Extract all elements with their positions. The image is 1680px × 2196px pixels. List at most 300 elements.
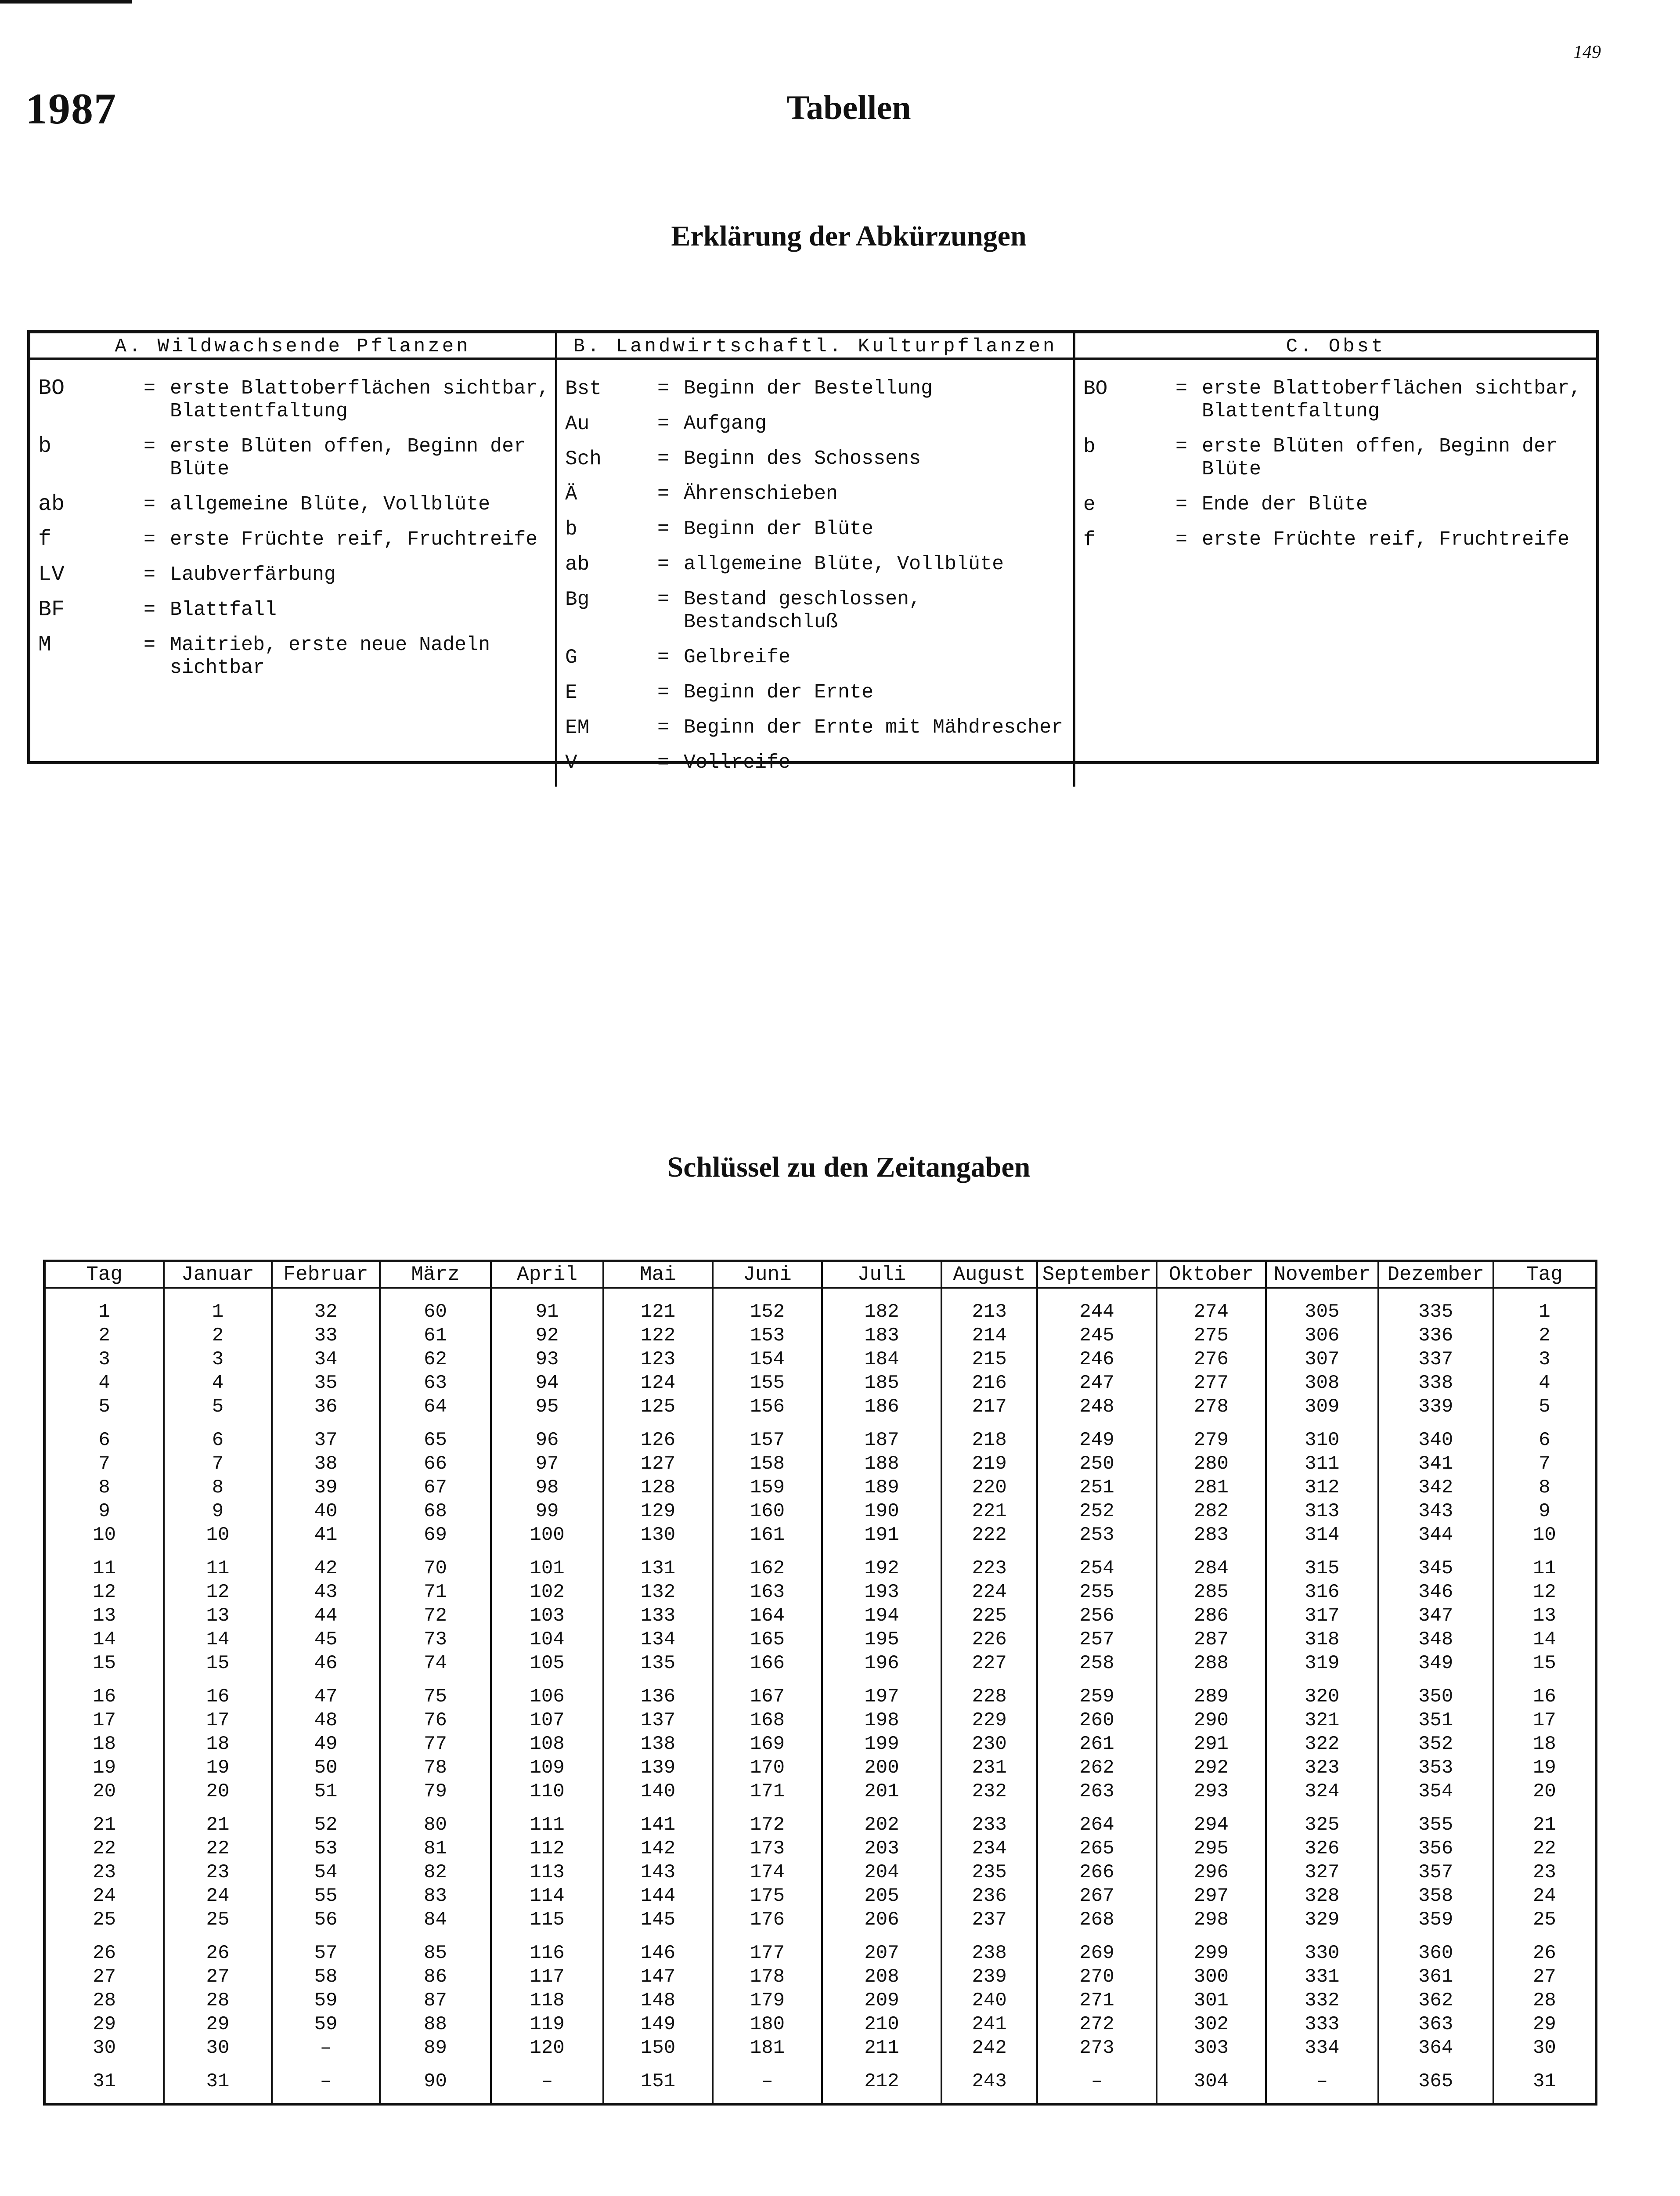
table-cell: 257 bbox=[1037, 1628, 1156, 1651]
column-header: September bbox=[1037, 1261, 1156, 1288]
table-cell: 272 bbox=[1037, 2012, 1156, 2036]
legend-entry bbox=[30, 377, 555, 423]
table-cell: 111 bbox=[491, 1803, 604, 1837]
table-row bbox=[44, 1803, 1596, 1837]
table-cell: 212 bbox=[822, 2060, 941, 2104]
table-row bbox=[44, 1395, 1596, 1419]
table-cell: 152 bbox=[713, 1288, 822, 1324]
table-cell: – bbox=[272, 2060, 380, 2104]
table-cell: 105 bbox=[491, 1651, 604, 1675]
table-cell: 64 bbox=[380, 1395, 490, 1419]
table-cell: 365 bbox=[1378, 2060, 1493, 2104]
legend-header-b: B. Landwirtschaftl. Kulturpflanzen bbox=[557, 333, 1075, 360]
table-cell: – bbox=[491, 2060, 604, 2104]
table-cell: 281 bbox=[1157, 1476, 1266, 1499]
table-cell: 130 bbox=[603, 1523, 712, 1547]
table-cell: 45 bbox=[272, 1628, 380, 1651]
table-cell: 23 bbox=[1493, 1860, 1596, 1884]
table-row bbox=[44, 1476, 1596, 1499]
table-cell: 208 bbox=[822, 1965, 941, 1989]
legend-header-c: C. Obst bbox=[1075, 333, 1596, 360]
table-cell: 43 bbox=[272, 1580, 380, 1604]
column-header: November bbox=[1266, 1261, 1378, 1288]
legend-description: allgemeine Blüte, Vollblüte bbox=[170, 493, 490, 516]
table-cell: 286 bbox=[1157, 1604, 1266, 1628]
table-cell: 308 bbox=[1266, 1371, 1378, 1395]
table-cell: – bbox=[1266, 2060, 1378, 2104]
table-cell: 126 bbox=[603, 1419, 712, 1452]
table-cell: 41 bbox=[272, 1523, 380, 1547]
table-cell: 259 bbox=[1037, 1675, 1156, 1708]
legend-abbreviation: BO bbox=[38, 376, 65, 401]
table-cell: 120 bbox=[491, 2036, 604, 2060]
table-cell: 170 bbox=[713, 1756, 822, 1780]
table-row bbox=[44, 1419, 1596, 1452]
table-cell: 150 bbox=[603, 2036, 712, 2060]
table-cell: 90 bbox=[380, 2060, 490, 2104]
table-cell: 28 bbox=[1493, 1989, 1596, 2012]
table-cell: 341 bbox=[1378, 1452, 1493, 1476]
table-cell: 318 bbox=[1266, 1628, 1378, 1651]
table-cell: 320 bbox=[1266, 1675, 1378, 1708]
table-cell: 348 bbox=[1378, 1628, 1493, 1651]
table-cell: 282 bbox=[1157, 1499, 1266, 1523]
table-cell: 193 bbox=[822, 1580, 941, 1604]
legend-description: Beginn des Schossens bbox=[684, 448, 921, 470]
table-cell: 19 bbox=[164, 1756, 271, 1780]
legend-description: Beginn der Bestellung bbox=[684, 377, 933, 400]
table-cell: 197 bbox=[822, 1675, 941, 1708]
table-row bbox=[44, 1965, 1596, 1989]
table-cell: 183 bbox=[822, 1324, 941, 1347]
table-cell: 114 bbox=[491, 1884, 604, 1908]
table-cell: 59 bbox=[272, 1989, 380, 2012]
table-cell: 174 bbox=[713, 1860, 822, 1884]
table-cell: 215 bbox=[941, 1347, 1038, 1371]
table-cell: 350 bbox=[1378, 1675, 1493, 1708]
table-cell: 361 bbox=[1378, 1965, 1493, 1989]
table-cell: 227 bbox=[941, 1651, 1038, 1675]
column-header: Dezember bbox=[1378, 1261, 1493, 1288]
table-cell: 102 bbox=[491, 1580, 604, 1604]
legend-equals: = bbox=[657, 681, 670, 704]
table-cell: 360 bbox=[1378, 1932, 1493, 1965]
table-cell: 79 bbox=[380, 1780, 490, 1803]
table-cell: 335 bbox=[1378, 1288, 1493, 1324]
legend-entry bbox=[557, 716, 1073, 739]
legend-entry bbox=[30, 528, 555, 551]
table-row bbox=[44, 2012, 1596, 2036]
table-cell: 323 bbox=[1266, 1756, 1378, 1780]
table-cell: 34 bbox=[272, 1347, 380, 1371]
legend-equals: = bbox=[1175, 435, 1188, 458]
table-cell: 316 bbox=[1266, 1580, 1378, 1604]
table-cell: 11 bbox=[1493, 1547, 1596, 1580]
table-cell: 27 bbox=[1493, 1965, 1596, 1989]
table-cell: 220 bbox=[941, 1476, 1038, 1499]
table-cell: 46 bbox=[272, 1651, 380, 1675]
table-row bbox=[44, 1908, 1596, 1932]
legend-equals: = bbox=[657, 518, 670, 540]
table-cell: 180 bbox=[713, 2012, 822, 2036]
legend-description: Beginn der Ernte mit Mähdrescher bbox=[684, 716, 1064, 739]
table-cell: 198 bbox=[822, 1708, 941, 1732]
table-cell: 24 bbox=[1493, 1884, 1596, 1908]
legend-equals: = bbox=[144, 634, 156, 656]
table-cell: 225 bbox=[941, 1604, 1038, 1628]
table-cell: 38 bbox=[272, 1452, 380, 1476]
table-cell: 17 bbox=[164, 1708, 271, 1732]
table-cell: 4 bbox=[1493, 1371, 1596, 1395]
column-header: Tag bbox=[44, 1261, 164, 1288]
legend-abbreviation: b bbox=[38, 434, 52, 459]
table-cell: 331 bbox=[1266, 1965, 1378, 1989]
table-cell: 357 bbox=[1378, 1860, 1493, 1884]
table-cell: 176 bbox=[713, 1908, 822, 1932]
table-cell: 42 bbox=[272, 1547, 380, 1580]
table-cell: 50 bbox=[272, 1756, 380, 1780]
table-cell: 319 bbox=[1266, 1651, 1378, 1675]
table-cell: 153 bbox=[713, 1324, 822, 1347]
table-cell: 115 bbox=[491, 1908, 604, 1932]
table-cell: 188 bbox=[822, 1452, 941, 1476]
table-cell: 158 bbox=[713, 1452, 822, 1476]
table-cell: 332 bbox=[1266, 1989, 1378, 2012]
table-cell: 295 bbox=[1157, 1837, 1266, 1860]
table-cell: 1 bbox=[164, 1288, 271, 1324]
table-row bbox=[44, 1860, 1596, 1884]
table-cell: 4 bbox=[164, 1371, 271, 1395]
table-row bbox=[44, 1288, 1596, 1324]
table-cell: 26 bbox=[164, 1932, 271, 1965]
table-row bbox=[44, 2036, 1596, 2060]
legend-entry bbox=[557, 448, 1073, 470]
table-cell: 187 bbox=[822, 1419, 941, 1452]
table-cell: 321 bbox=[1266, 1708, 1378, 1732]
table-cell: 80 bbox=[380, 1803, 490, 1837]
legend-equals: = bbox=[657, 588, 670, 610]
table-cell: 235 bbox=[941, 1860, 1038, 1884]
table-cell: 51 bbox=[272, 1780, 380, 1803]
table-cell: 75 bbox=[380, 1675, 490, 1708]
legend-entry bbox=[1075, 528, 1596, 551]
legend-abbreviation: G bbox=[565, 646, 577, 669]
table-cell: 326 bbox=[1266, 1837, 1378, 1860]
table-cell: 60 bbox=[380, 1288, 490, 1324]
table-cell: 279 bbox=[1157, 1419, 1266, 1452]
table-cell: 275 bbox=[1157, 1324, 1266, 1347]
table-cell: 313 bbox=[1266, 1499, 1378, 1523]
table-cell: 264 bbox=[1037, 1803, 1156, 1837]
legend-abbreviation: M bbox=[38, 632, 52, 657]
table-cell: 182 bbox=[822, 1288, 941, 1324]
table-cell: 149 bbox=[603, 2012, 712, 2036]
table-cell: 19 bbox=[1493, 1756, 1596, 1780]
table-cell: 207 bbox=[822, 1932, 941, 1965]
table-cell: 157 bbox=[713, 1419, 822, 1452]
table-cell: 112 bbox=[491, 1837, 604, 1860]
legend-equals: = bbox=[657, 448, 670, 470]
column-header: August bbox=[941, 1261, 1038, 1288]
table-cell: 15 bbox=[44, 1651, 164, 1675]
table-cell: 25 bbox=[164, 1908, 271, 1932]
table-cell: 242 bbox=[941, 2036, 1038, 2060]
table-cell: 96 bbox=[491, 1419, 604, 1452]
table-cell: 144 bbox=[603, 1884, 712, 1908]
legend-equals: = bbox=[657, 377, 670, 400]
table-cell: 15 bbox=[164, 1651, 271, 1675]
table-cell: 246 bbox=[1037, 1347, 1156, 1371]
table-cell: 148 bbox=[603, 1989, 712, 2012]
table-cell: 199 bbox=[822, 1732, 941, 1756]
table-cell: 298 bbox=[1157, 1908, 1266, 1932]
table-cell: 305 bbox=[1266, 1288, 1378, 1324]
legend-description: Ende der Blüte bbox=[1202, 493, 1368, 516]
table-cell: 36 bbox=[272, 1395, 380, 1419]
table-cell: 27 bbox=[164, 1965, 271, 1989]
legend-entry bbox=[1075, 377, 1596, 423]
legend-description: Beginn der Ernte bbox=[684, 681, 874, 704]
table-row bbox=[44, 1547, 1596, 1580]
table-cell: 250 bbox=[1037, 1452, 1156, 1476]
table-cell: 147 bbox=[603, 1965, 712, 1989]
table-cell: 2 bbox=[164, 1324, 271, 1347]
table-cell: 99 bbox=[491, 1499, 604, 1523]
legend-title: Erklärung der Abkürzungen bbox=[671, 220, 1027, 252]
table-cell: 24 bbox=[164, 1884, 271, 1908]
table-cell: 146 bbox=[603, 1932, 712, 1965]
table-cell: 280 bbox=[1157, 1452, 1266, 1476]
legend-description: Blattfall bbox=[170, 599, 277, 621]
page-title: Tabellen bbox=[786, 88, 911, 126]
table-cell: 61 bbox=[380, 1324, 490, 1347]
table-cell: 27 bbox=[44, 1965, 164, 1989]
table-cell: 309 bbox=[1266, 1395, 1378, 1419]
legend-equals: = bbox=[1175, 528, 1188, 551]
legend-equals: = bbox=[657, 646, 670, 668]
legend-column-c bbox=[1075, 360, 1596, 787]
legend-abbreviation: f bbox=[1083, 528, 1096, 551]
table-cell: 110 bbox=[491, 1780, 604, 1803]
table-cell: 21 bbox=[44, 1803, 164, 1837]
table-cell: 17 bbox=[44, 1708, 164, 1732]
table-cell: 132 bbox=[603, 1580, 712, 1604]
table-cell: 273 bbox=[1037, 2036, 1156, 2060]
day-table-header-row bbox=[44, 1261, 1596, 1288]
table-cell: 317 bbox=[1266, 1604, 1378, 1628]
table-cell: 247 bbox=[1037, 1371, 1156, 1395]
table-cell: 15 bbox=[1493, 1651, 1596, 1675]
table-cell: 328 bbox=[1266, 1884, 1378, 1908]
legend-equals: = bbox=[657, 751, 670, 774]
table-cell: 74 bbox=[380, 1651, 490, 1675]
table-cell: 21 bbox=[1493, 1803, 1596, 1837]
table-cell: 5 bbox=[1493, 1395, 1596, 1419]
table-cell: 185 bbox=[822, 1371, 941, 1395]
table-cell: 23 bbox=[164, 1860, 271, 1884]
table-cell: 6 bbox=[164, 1419, 271, 1452]
table-cell: 306 bbox=[1266, 1324, 1378, 1347]
table-cell: 108 bbox=[491, 1732, 604, 1756]
legend-abbreviation: e bbox=[1083, 493, 1096, 516]
table-cell: 338 bbox=[1378, 1371, 1493, 1395]
table-cell: 163 bbox=[713, 1580, 822, 1604]
legend-entry bbox=[30, 599, 555, 621]
table-cell: 210 bbox=[822, 2012, 941, 2036]
table-cell: 301 bbox=[1157, 1989, 1266, 2012]
table-cell: 16 bbox=[164, 1675, 271, 1708]
table-cell: 29 bbox=[1493, 2012, 1596, 2036]
table-cell: 143 bbox=[603, 1860, 712, 1884]
table-cell: 353 bbox=[1378, 1756, 1493, 1780]
legend-entry bbox=[30, 634, 555, 679]
table-cell: 230 bbox=[941, 1732, 1038, 1756]
table-cell: 47 bbox=[272, 1675, 380, 1708]
table-cell: 131 bbox=[603, 1547, 712, 1580]
legend-abbreviation: Bst bbox=[565, 377, 602, 400]
table-cell: 204 bbox=[822, 1860, 941, 1884]
legend-abbreviation: BO bbox=[1083, 377, 1108, 400]
table-row bbox=[44, 1628, 1596, 1651]
table-cell: 137 bbox=[603, 1708, 712, 1732]
table-cell: 226 bbox=[941, 1628, 1038, 1651]
table-cell: 169 bbox=[713, 1732, 822, 1756]
legend-entry bbox=[557, 681, 1073, 704]
legend-column-a bbox=[30, 360, 557, 787]
table-cell: 9 bbox=[164, 1499, 271, 1523]
table-cell: 5 bbox=[44, 1395, 164, 1419]
table-cell: 24 bbox=[44, 1884, 164, 1908]
table-row bbox=[44, 1708, 1596, 1732]
legend-header-a: A. Wildwachsende Pflanzen bbox=[30, 333, 557, 360]
table-cell: 192 bbox=[822, 1547, 941, 1580]
legend-entry bbox=[30, 435, 555, 481]
table-cell: 121 bbox=[603, 1288, 712, 1324]
table-cell: 358 bbox=[1378, 1884, 1493, 1908]
table-row bbox=[44, 1604, 1596, 1628]
legend-entry bbox=[557, 518, 1073, 541]
legend-abbreviation: b bbox=[1083, 435, 1096, 458]
table-cell: 325 bbox=[1266, 1803, 1378, 1837]
table-cell: 9 bbox=[1493, 1499, 1596, 1523]
table-cell: 145 bbox=[603, 1908, 712, 1932]
table-cell: 267 bbox=[1037, 1884, 1156, 1908]
table-row bbox=[44, 1371, 1596, 1395]
table-cell: 224 bbox=[941, 1580, 1038, 1604]
table-cell: 82 bbox=[380, 1860, 490, 1884]
table-cell: 266 bbox=[1037, 1860, 1156, 1884]
legend-equals: = bbox=[657, 553, 670, 575]
table-cell: 238 bbox=[941, 1932, 1038, 1965]
table-cell: 55 bbox=[272, 1884, 380, 1908]
table-cell: 16 bbox=[1493, 1675, 1596, 1708]
table-cell: 19 bbox=[44, 1756, 164, 1780]
legend-abbreviation: BF bbox=[38, 597, 65, 622]
table-cell: 89 bbox=[380, 2036, 490, 2060]
table-cell: 62 bbox=[380, 1347, 490, 1371]
table-row bbox=[44, 1756, 1596, 1780]
table-cell: 3 bbox=[1493, 1347, 1596, 1371]
table-cell: 22 bbox=[1493, 1837, 1596, 1860]
table-cell: 86 bbox=[380, 1965, 490, 1989]
table-row bbox=[44, 1675, 1596, 1708]
table-cell: 31 bbox=[44, 2060, 164, 2104]
table-cell: 202 bbox=[822, 1803, 941, 1837]
table-cell: 314 bbox=[1266, 1523, 1378, 1547]
table-cell: 98 bbox=[491, 1476, 604, 1499]
table-cell: 206 bbox=[822, 1908, 941, 1932]
table-cell: 277 bbox=[1157, 1371, 1266, 1395]
table-cell: 205 bbox=[822, 1884, 941, 1908]
table-cell: 12 bbox=[164, 1580, 271, 1604]
column-header: Mai bbox=[603, 1261, 712, 1288]
table-cell: 57 bbox=[272, 1932, 380, 1965]
legend-description: Vollreife bbox=[684, 751, 791, 774]
table-cell: 339 bbox=[1378, 1395, 1493, 1419]
table-cell: 11 bbox=[44, 1547, 164, 1580]
table-cell: 13 bbox=[164, 1604, 271, 1628]
page-number: 149 bbox=[1573, 42, 1601, 62]
table-cell: 324 bbox=[1266, 1780, 1378, 1803]
column-header: Juni bbox=[713, 1261, 822, 1288]
table-cell: 8 bbox=[1493, 1476, 1596, 1499]
legend-equals: = bbox=[144, 599, 156, 621]
legend-equals: = bbox=[144, 435, 156, 458]
table-cell: 136 bbox=[603, 1675, 712, 1708]
table-cell: 116 bbox=[491, 1932, 604, 1965]
table-cell: 138 bbox=[603, 1732, 712, 1756]
table-row bbox=[44, 1651, 1596, 1675]
legend-abbreviation: Bg bbox=[565, 588, 590, 611]
table-cell: 7 bbox=[44, 1452, 164, 1476]
table-cell: 7 bbox=[1493, 1452, 1596, 1476]
table-cell: 189 bbox=[822, 1476, 941, 1499]
table-cell: 219 bbox=[941, 1452, 1038, 1476]
legend-abbreviation: Au bbox=[565, 412, 590, 435]
table-cell: 31 bbox=[164, 2060, 271, 2104]
table-cell: 25 bbox=[1493, 1908, 1596, 1932]
table-cell: 194 bbox=[822, 1604, 941, 1628]
legend-entry bbox=[557, 751, 1073, 774]
table-cell: 311 bbox=[1266, 1452, 1378, 1476]
table-cell: 274 bbox=[1157, 1288, 1266, 1324]
table-cell: 285 bbox=[1157, 1580, 1266, 1604]
table-cell: 229 bbox=[941, 1708, 1038, 1732]
legend-entry bbox=[557, 588, 1073, 634]
table-cell: 291 bbox=[1157, 1732, 1266, 1756]
table-cell: 18 bbox=[44, 1732, 164, 1756]
column-header: März bbox=[380, 1261, 490, 1288]
legend-abbreviation: LV bbox=[38, 562, 65, 587]
legend-equals: = bbox=[144, 377, 156, 400]
legend-entry bbox=[1075, 493, 1596, 516]
table-cell: 299 bbox=[1157, 1932, 1266, 1965]
table-cell: 12 bbox=[1493, 1580, 1596, 1604]
table-cell: 104 bbox=[491, 1628, 604, 1651]
table-cell: 3 bbox=[164, 1347, 271, 1371]
legend-equals: = bbox=[657, 483, 670, 505]
table-cell: 300 bbox=[1157, 1965, 1266, 1989]
legend-description: erste Früchte reif, Fruchtreife bbox=[1202, 528, 1570, 551]
table-row bbox=[44, 1837, 1596, 1860]
table-cell: 10 bbox=[44, 1523, 164, 1547]
table-cell: 125 bbox=[603, 1395, 712, 1419]
table-cell: 289 bbox=[1157, 1675, 1266, 1708]
table-cell: 276 bbox=[1157, 1347, 1266, 1371]
table-cell: – bbox=[272, 2036, 380, 2060]
table-cell: 251 bbox=[1037, 1476, 1156, 1499]
table-cell: 2 bbox=[44, 1324, 164, 1347]
